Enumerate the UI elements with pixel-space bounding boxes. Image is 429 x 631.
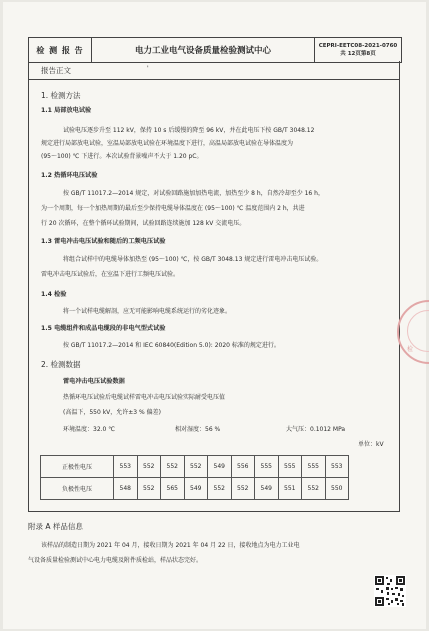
table-cell: 548 xyxy=(114,478,138,500)
impulse-voltage-table xyxy=(40,455,349,500)
table-cell: 555 xyxy=(255,456,279,478)
section-1-4-line-1: 将一个试样电缆解剖，应无可能影响电缆系统运行的劣化迹象。 xyxy=(63,308,232,315)
table-cell: 565 xyxy=(161,478,185,500)
section-1-2-line-3: 行 20 次循环，在整个循环试验期间，试验回路连续施加 128 kV 交流电压。 xyxy=(41,220,246,227)
section-2-subtitle: 雷电冲击电压试验数据 xyxy=(63,378,125,385)
row-label: 负极性电压 xyxy=(41,478,114,500)
appendix-line-2: 气设备质量检验测试中心电力电缆及附件质检站，样品状态完好。 xyxy=(28,557,203,564)
header-org-name: 电力工业电气设备质量检验测试中心 xyxy=(92,38,315,62)
section-1-2-line-1: 按 GB/T 11017.2—2014 规定，对试验回路施加加热电流，加热至少 8 h，自然冷却至少 16 h， xyxy=(63,190,324,197)
header-report-code: CEPRI-EETC08-2021-0760 xyxy=(318,43,398,49)
appendix-title: 附录 A 样品信息 xyxy=(28,522,83,531)
table-cell: 552 xyxy=(302,478,326,500)
table-cell: 550 xyxy=(325,478,349,500)
table-cell: 556 xyxy=(231,456,255,478)
section-2-desc-1: 热循环电压试验后电缆试样雷电冲击电压试验实际耐受电压值 xyxy=(63,394,226,401)
section-1-3-title: 1.3 雷电冲击电压试验和随后的工频电压试验 xyxy=(41,238,166,245)
env-temperature: 环境温度：32.0 ℃ xyxy=(63,426,116,433)
table-cell: 552 xyxy=(231,478,255,500)
body-title-row xyxy=(28,61,400,80)
section-1-1-line-3: (95～100) ℃ 下进行。本次试验背景噪声不大于 1.20 pC。 xyxy=(41,153,203,160)
table-cell: 553 xyxy=(325,456,349,478)
table-cell: 552 xyxy=(184,456,208,478)
table-cell: 549 xyxy=(208,456,232,478)
section-1-5-line-1: 按 GB/T 11017.2—2014 和 IEC 60840(Edition 5.0): 2020 标准的规定进行。 xyxy=(63,342,280,349)
table-cell: 549 xyxy=(184,478,208,500)
section-1-1-line-1: 试验电压逐步升至 112 kV，保持 10 s 后缓慢的降至 96 kV，并在此电压下按 GB/T 3048.12 xyxy=(63,127,315,134)
report-header xyxy=(28,37,402,63)
seal-text: 检 xyxy=(407,346,414,353)
table-cell: 552 xyxy=(137,478,161,500)
env-pressure: 大气压：0.1012 MPa xyxy=(286,426,346,433)
table-row xyxy=(41,456,349,478)
section-1-3-line-2: 雷电冲击电压试验后，在室温下进行工频电压试验。 xyxy=(41,271,180,278)
section-1-3-line-1: 将组合试样中的电缆导体加热至 (95～100) ℃，按 GB/T 3048.13 规定进行雷电冲击电压试验。 xyxy=(63,256,323,263)
table-cell: 552 xyxy=(137,456,161,478)
qr-code-icon xyxy=(374,575,406,607)
header-page-count: 共 12页第8页 xyxy=(340,51,376,57)
table-cell: 552 xyxy=(208,478,232,500)
env-humidity: 相对湿度：56 % xyxy=(175,426,221,433)
table-cell: 553 xyxy=(114,456,138,478)
table-cell: 552 xyxy=(161,456,185,478)
table-cell: 549 xyxy=(255,478,279,500)
table-cell: 551 xyxy=(278,478,302,500)
header-code-block xyxy=(315,38,401,62)
table-cell: 555 xyxy=(302,456,326,478)
section-2-title: 2. 检测数据 xyxy=(41,360,81,369)
section-2-desc-2: (高温下，550 kV，允许±3 % 偏差) xyxy=(63,409,161,416)
body-title: 报告正文 xyxy=(41,65,71,75)
header-report-type: 检 测 报 告 xyxy=(29,38,92,62)
section-1-1-line-2: 规定进行局部放电试验，室温局部放电试验在环境温度下进行，高温局部放电试验在导体温度为 xyxy=(41,140,294,147)
section-1-2-line-2: 为一个周期，每一个加热周期的最后至少保持电缆导体温度在 (95～100) ℃ 温度范围内 2 h，共进 xyxy=(41,205,305,212)
section-1-title: 1. 检测方法 xyxy=(41,91,81,100)
section-1-4-title: 1.4 检验 xyxy=(41,291,67,298)
section-1-5-title: 1.5 电缆组件和成品电缆段的非电气型式试验 xyxy=(41,325,166,332)
unit-label: 单位：kV xyxy=(358,441,384,448)
section-1-1-title: 1.1 局部放电试验 xyxy=(41,107,92,114)
table-row xyxy=(41,478,349,500)
stray-mark: ' xyxy=(147,65,149,72)
table-cell: 555 xyxy=(278,456,302,478)
row-label: 正极性电压 xyxy=(41,456,114,478)
section-1-2-title: 1.2 热循环电压试验 xyxy=(41,172,98,179)
appendix-line-1: 该样品的制造日期为 2021 年 04 月，接收日期为 2021 年 04 月 22 日，接收地点为电力工业电 xyxy=(41,542,300,549)
